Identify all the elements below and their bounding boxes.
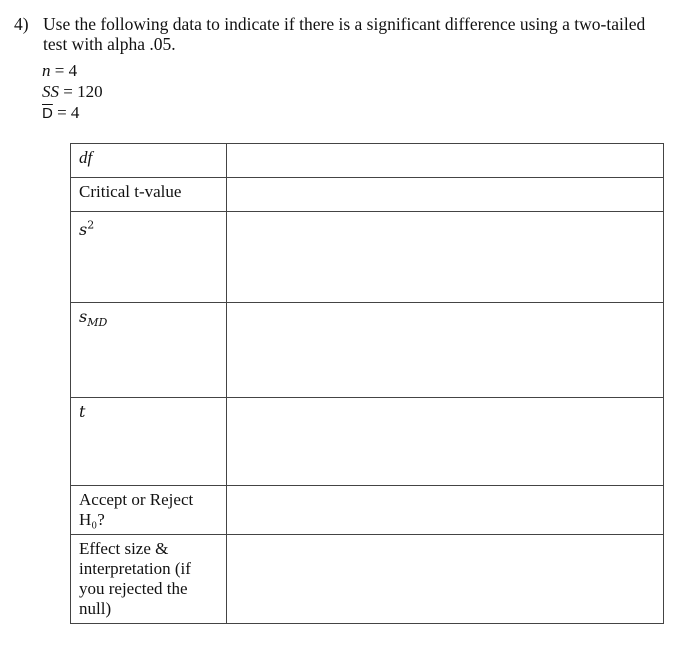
row-label-critical-t: Critical t-value (71, 178, 227, 212)
answer-cell-t-statistic[interactable] (227, 398, 664, 486)
row-label-df: df (71, 144, 227, 178)
given-dbar-value: = 4 (57, 103, 80, 122)
row-label-t-statistic (71, 398, 227, 486)
table-row-decision (71, 486, 664, 535)
table-row-t-statistic (71, 398, 664, 486)
given-dbar-variable: $\overline{D}$ (42, 105, 53, 122)
answer-cell-standard-error[interactable] (227, 303, 664, 398)
answer-table (70, 143, 664, 624)
given-ss-variable: SS (42, 82, 59, 101)
row-label-effect-size: Effect size & interpretation (if you rejected the null) (71, 535, 227, 624)
given-n-value: = 4 (54, 61, 78, 80)
row-label-standard-error (71, 303, 227, 398)
row-label-variance (71, 212, 227, 303)
answer-cell-df[interactable] (227, 144, 664, 178)
question-text-line2: test with alpha .05. (43, 34, 176, 54)
variance-symbol: s (79, 220, 88, 240)
given-ss-value: = 120 (63, 82, 103, 101)
standard-error-symbol: s (79, 307, 88, 326)
given-dbar (42, 102, 103, 124)
answer-cell-critical-t[interactable] (227, 178, 664, 212)
table-row-critical-t (71, 178, 664, 212)
table-row-standard-error (71, 303, 664, 398)
table-row-effect-size (71, 535, 664, 624)
given-values (42, 60, 103, 124)
answer-cell-effect-size[interactable] (227, 535, 664, 624)
table-row-df (71, 144, 664, 178)
row-label-decision: Accept or Reject H₀? (71, 486, 227, 535)
given-n-variable: n (42, 61, 51, 80)
answer-cell-decision[interactable] (227, 486, 664, 535)
question-prompt (14, 14, 684, 54)
question-text-line1: Use the following data to indicate if there is a significant difference using a two-tailed (43, 14, 646, 34)
given-n (42, 60, 103, 81)
standard-error-subscript: MD (87, 316, 108, 330)
question-number: 4) (14, 14, 29, 34)
t-statistic-symbol: t (79, 402, 86, 421)
given-ss (42, 81, 103, 102)
variance-exponent: 2 (87, 219, 95, 232)
table-row-variance (71, 212, 664, 303)
answer-cell-variance[interactable] (227, 212, 664, 303)
